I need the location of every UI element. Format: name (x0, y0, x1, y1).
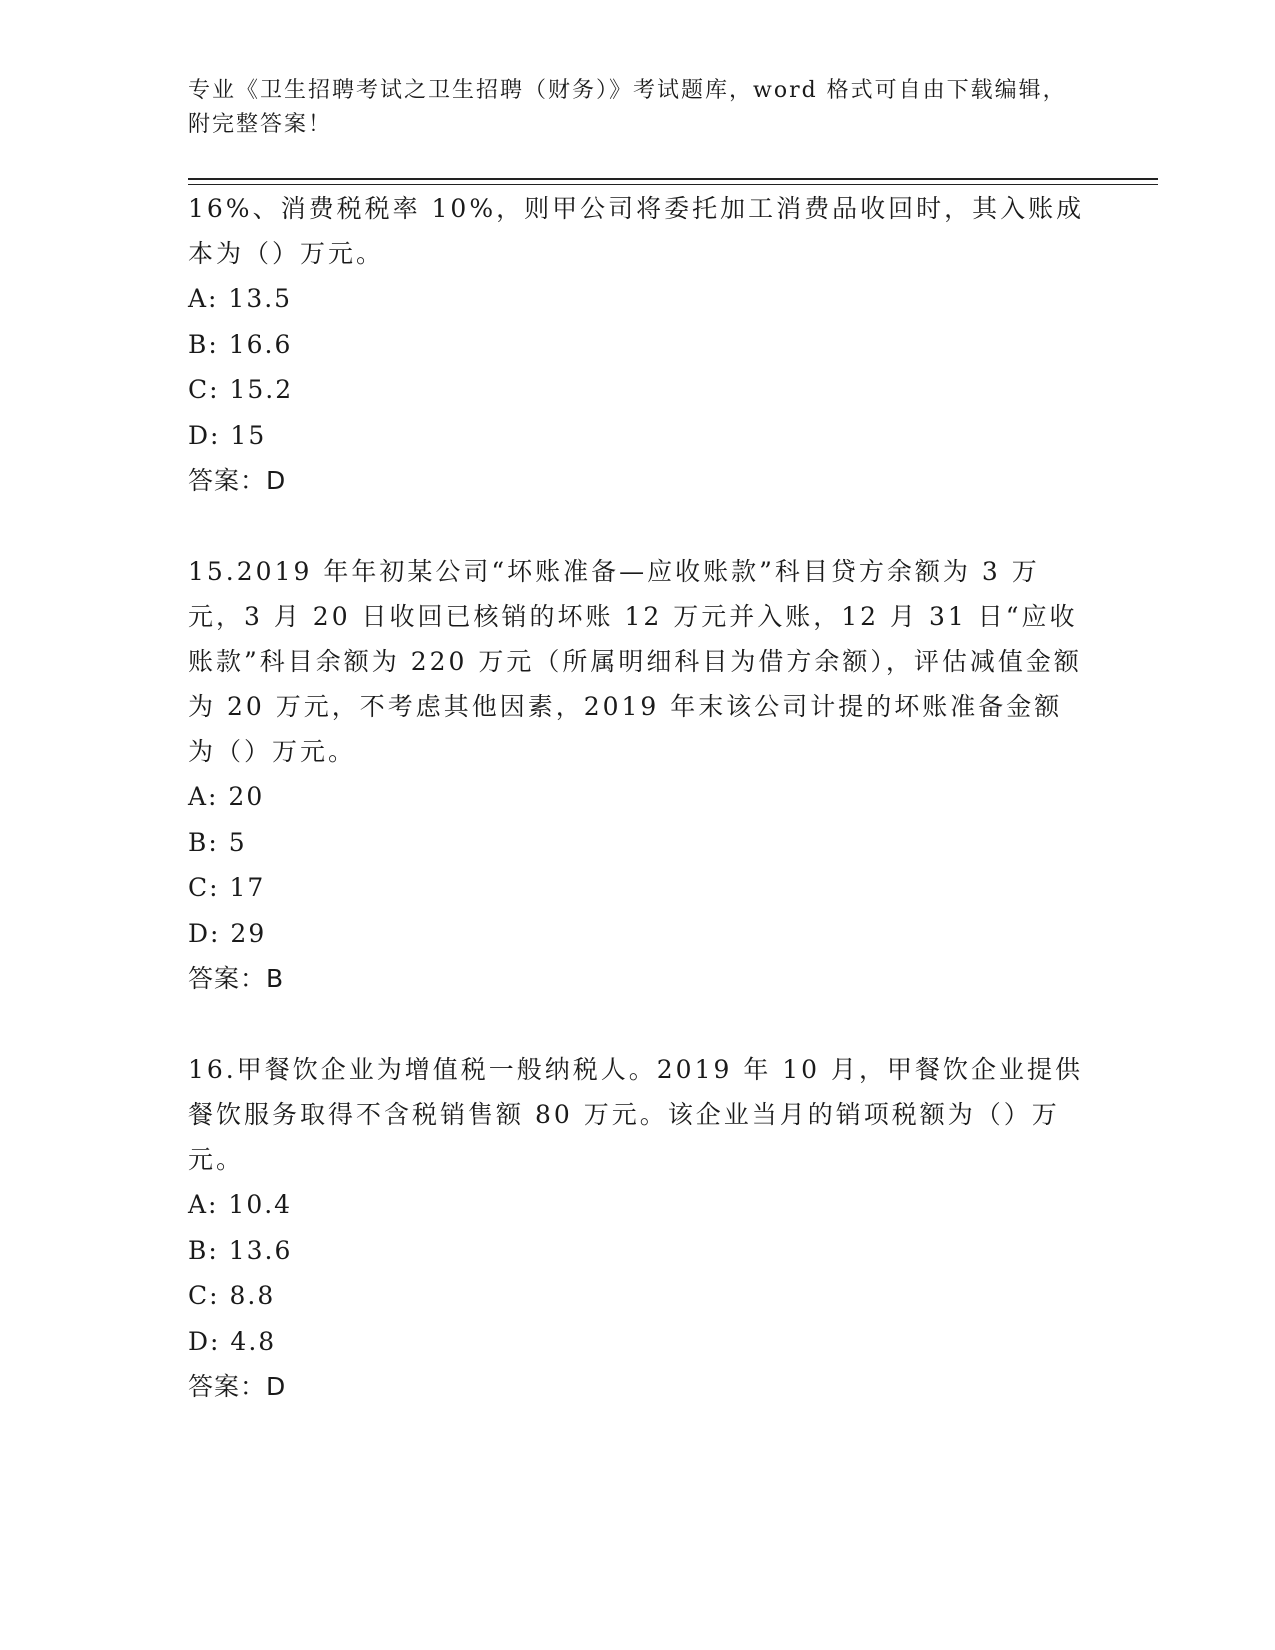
document-header: 专业《卫生招聘考试之卫生招聘（财务）》考试题库，word 格式可自由下载编辑，附完整答案！ (188, 78, 1067, 137)
answer-line: 答案：D (188, 1372, 287, 1401)
question-block (188, 549, 1088, 1001)
option-b: B: 13.6 (188, 1235, 293, 1265)
option-a: A: 13.5 (188, 284, 293, 313)
option-a: A: 20 (188, 782, 265, 811)
option-d: D: 29 (188, 918, 267, 948)
option-a: A: 10.4 (188, 1190, 293, 1219)
option-d: D: 4.8 (188, 1326, 277, 1356)
question-text: 16.甲餐饮企业为增值税一般纳税人。2019 年 10 月，甲餐饮企业提供餐饮服务取得不含税销售额 80 万元。该企业当月的销项税额为（）万元。 (188, 1055, 1084, 1174)
question-text: 15.2019 年年初某公司“坏账准备—应收账款”科目贷方余额为 3 万元，3 月 20 日收回已核销的坏账 12 万元并入账，12 月 31 日“应收账款”科目余额为 220 万元（所属明细科目为借方余额），评估减值金额为 20 万元，不考虑其他因素，2019 年末该公司计提的坏账准备金额为（）万元。 (188, 557, 1082, 766)
option-d: D: 15 (188, 420, 267, 450)
question-block (188, 1047, 1088, 1409)
option-c: C: 8.8 (188, 1281, 276, 1310)
question-block (188, 186, 1088, 503)
header-divider-thick (188, 178, 1158, 180)
option-c: C: 15.2 (188, 375, 294, 404)
option-c: C: 17 (188, 873, 266, 902)
header-divider-thin (188, 184, 1158, 185)
question-text: 16%、消费税税率 10%，则甲公司将委托加工消费品收回时，其入账成本为（）万元。 (188, 194, 1085, 268)
question-list (188, 186, 1088, 1409)
answer-line: 答案：D (188, 466, 287, 495)
answer-line: 答案：B (188, 964, 285, 993)
option-b: B: 5 (188, 827, 247, 857)
option-b: B: 16.6 (188, 329, 293, 359)
